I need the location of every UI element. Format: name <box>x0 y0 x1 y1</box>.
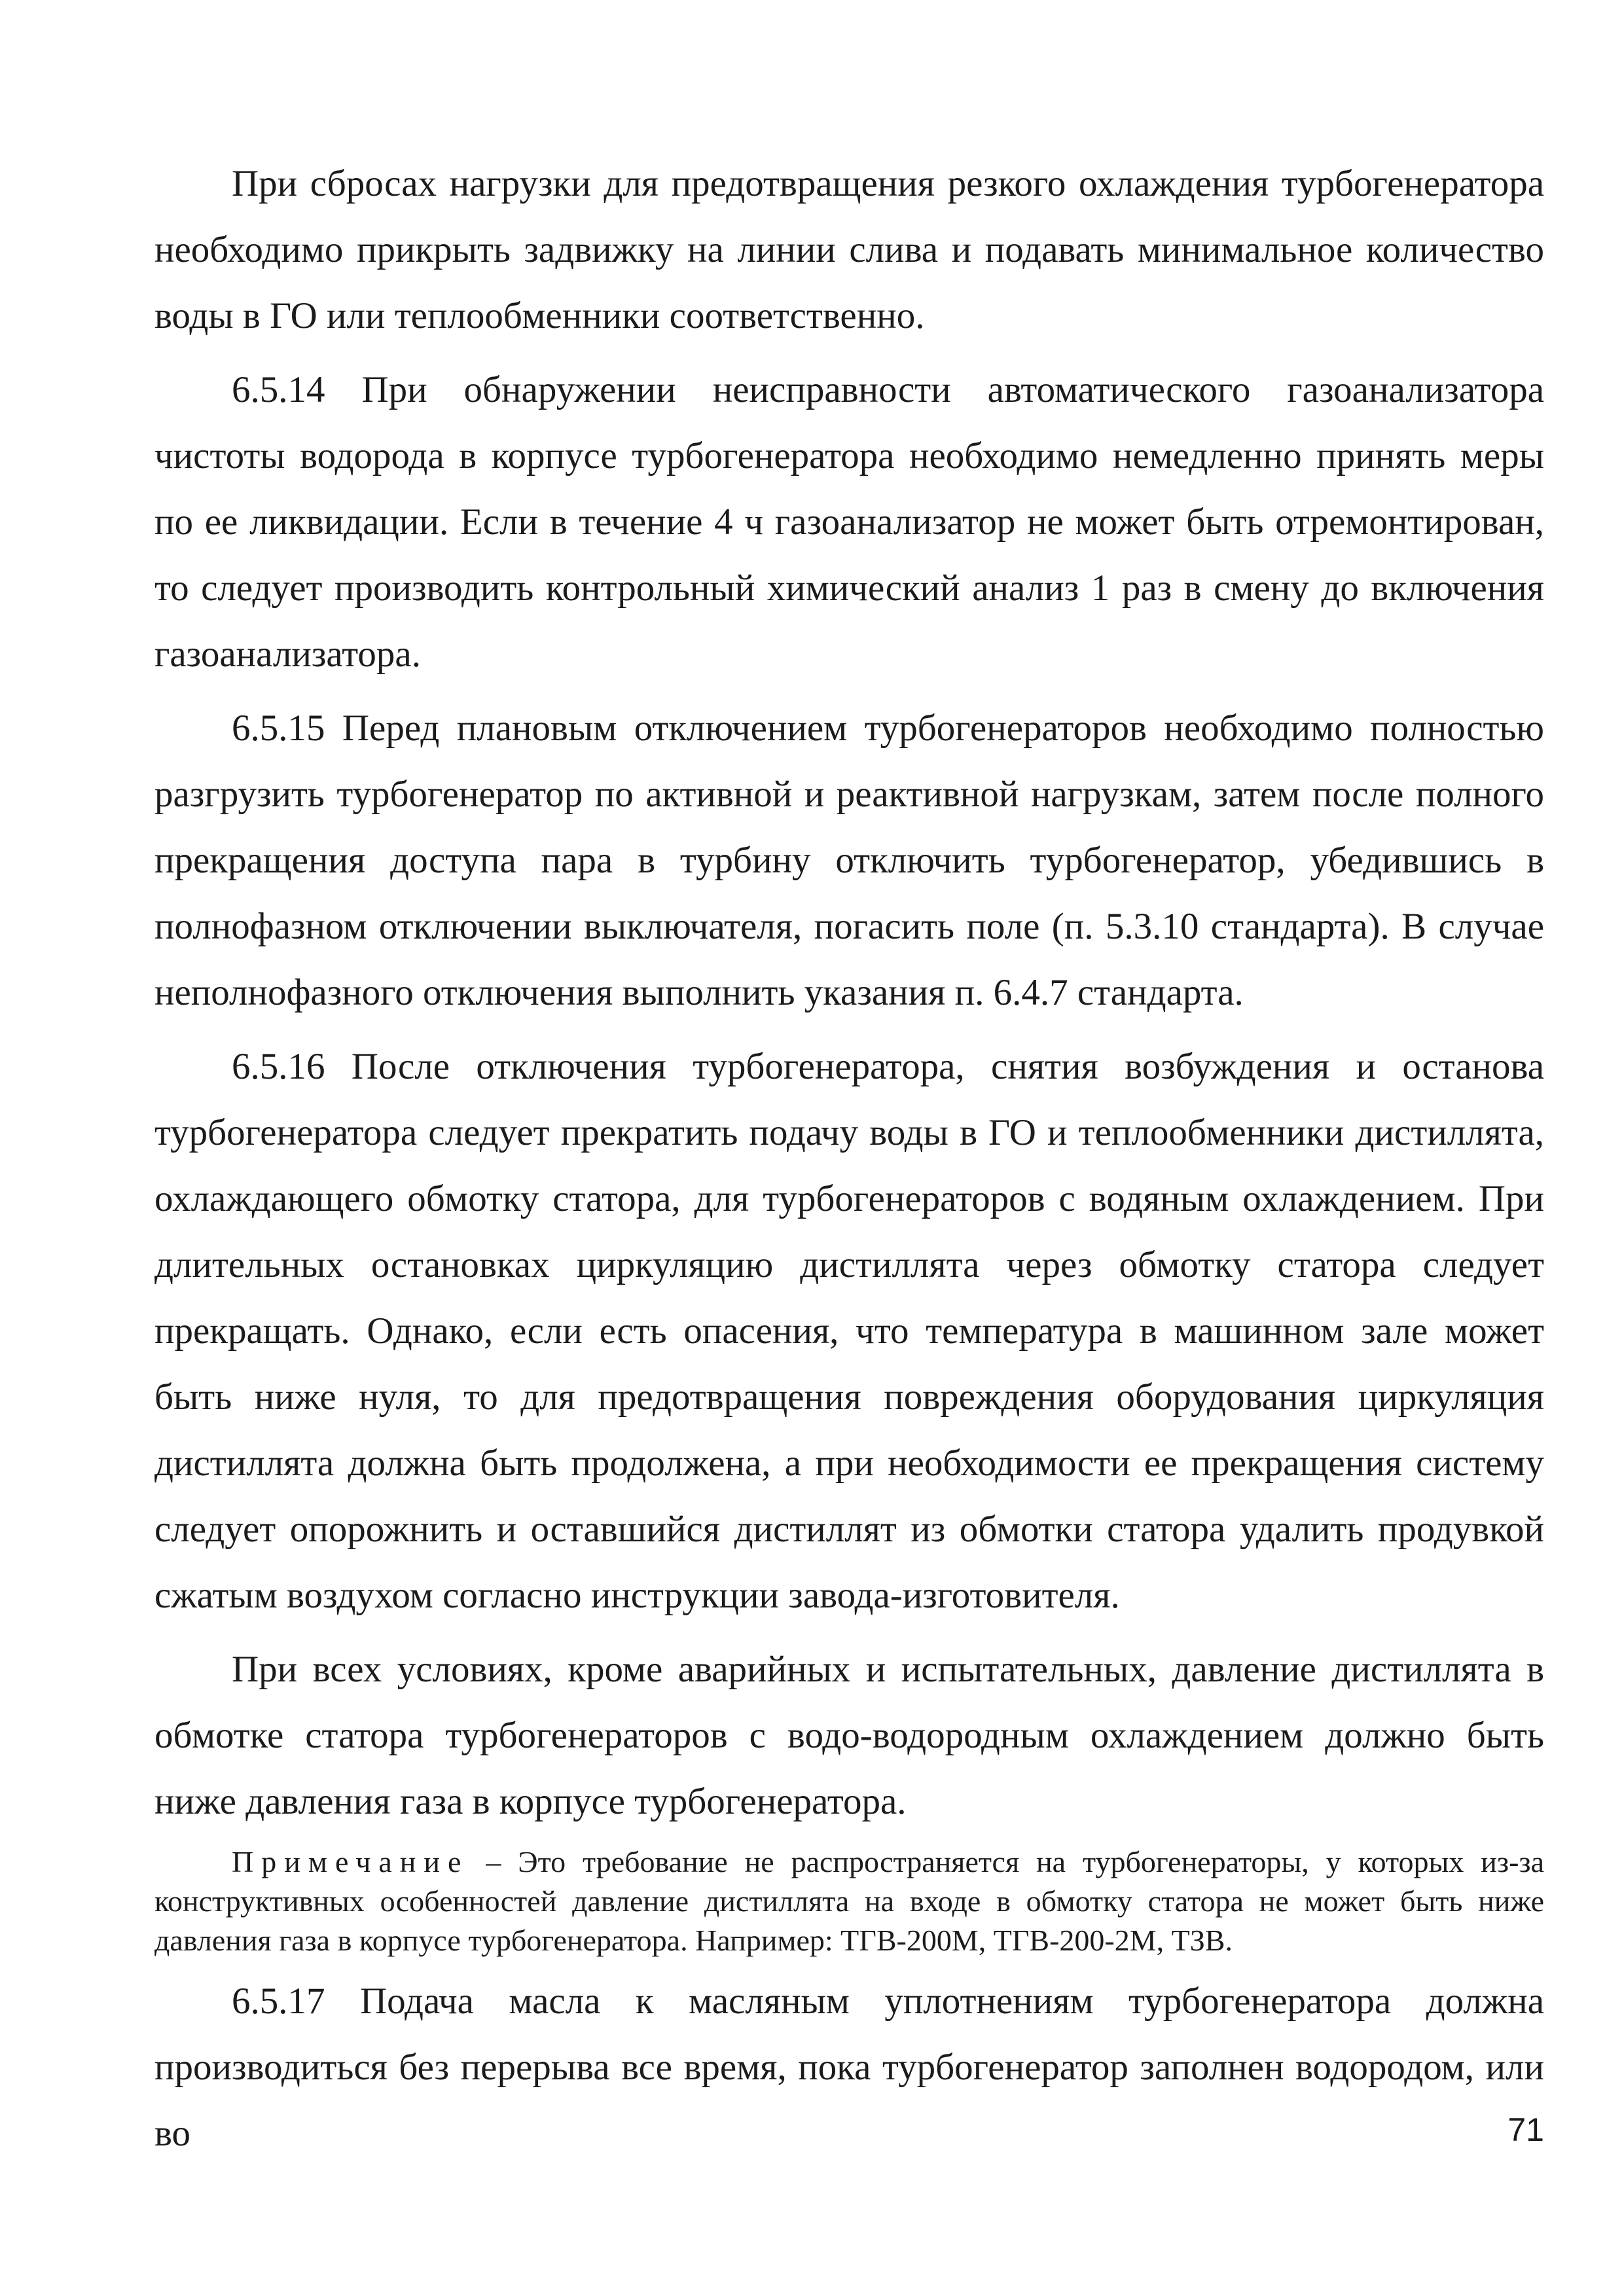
paragraph-6-5-16: 6.5.16 После отключения турбогенератора, снятия возбуждения и останова турбогенератора следует прекратить подачу воды в ГО и теплообменники дистиллята, охлаждающего обмотку статора, для турбогенераторов с водяным охлаждением. При длительных остановках циркуляцию дистиллята через обмотку статора следует прекращать. Однако, если есть опасения, что температура в машинном зале может быть ниже нуля, то для предотвращения повреждения оборудования циркуляция дистиллята должна быть продолжена, а при необходимости ее прекращения систему следует опорожнить и оставшийся дистиллят из обмотки статора удалить продувкой сжатым воздухом согласно инструкции завода-изготовителя. <box>154 1046 1544 1616</box>
note-text: – Это требование не распространяется на турбогенераторы, у которых из-за конструктивных особенностей давление дистиллята на входе в обмотку статора не может быть ниже давления газа в корпусе турбогенератора. Например: ТГВ-200М, ТГВ-200-2М, ТЗВ. <box>154 1845 1544 1957</box>
note-label: Примечание <box>232 1845 469 1878</box>
paragraph-load-shedding: При сбросах нагрузки для предотвращения резкого охлаждения турбогенератора необходимо прикрыть задвижку на линии слива и подавать минимальное количество воды в ГО или теплообменники соответственно. <box>154 163 1544 336</box>
note <box>154 1842 1544 1960</box>
page-number: 71 <box>1507 2111 1544 2148</box>
paragraph-6-5-17: 6.5.17 Подача масла к масляным уплотнениям турбогенератора должна производиться без перерыва все время, пока турбогенератор заполнен водородом, или во <box>154 1981 1544 2154</box>
document-body <box>154 151 1544 2166</box>
paragraph-6-5-14: 6.5.14 При обнаружении неисправности автоматического газоанализатора чистоты водорода в корпусе турбогенератора необходимо немедленно принять меры по ее ликвидации. Если в течение 4 ч газоанализатор не может быть отремонтирован, то следует производить контрольный химический анализ 1 раз в смену до включения газоанализатора. <box>154 369 1544 675</box>
paragraph-6-5-15: 6.5.15 Перед плановым отключением турбогенераторов необходимо полностью разгрузить турбогенератор по активной и реактивной нагрузкам, затем после полного прекращения доступа пара в турбину отключить турбогенератор, убедившись в полнофазном отключении выключателя, погасить поле (п. 5.3.10 стандарта). В случае неполнофазного отключения выполнить указания п. 6.4.7 стандарта. <box>154 708 1544 1013</box>
paragraph-pressure-condition: При всех условиях, кроме аварийных и испытательных, давление дистиллята в обмотке статора турбогенераторов с водо-водородным охлаждением должно быть ниже давления газа в корпусе турбогенератора. <box>154 1649 1544 1822</box>
